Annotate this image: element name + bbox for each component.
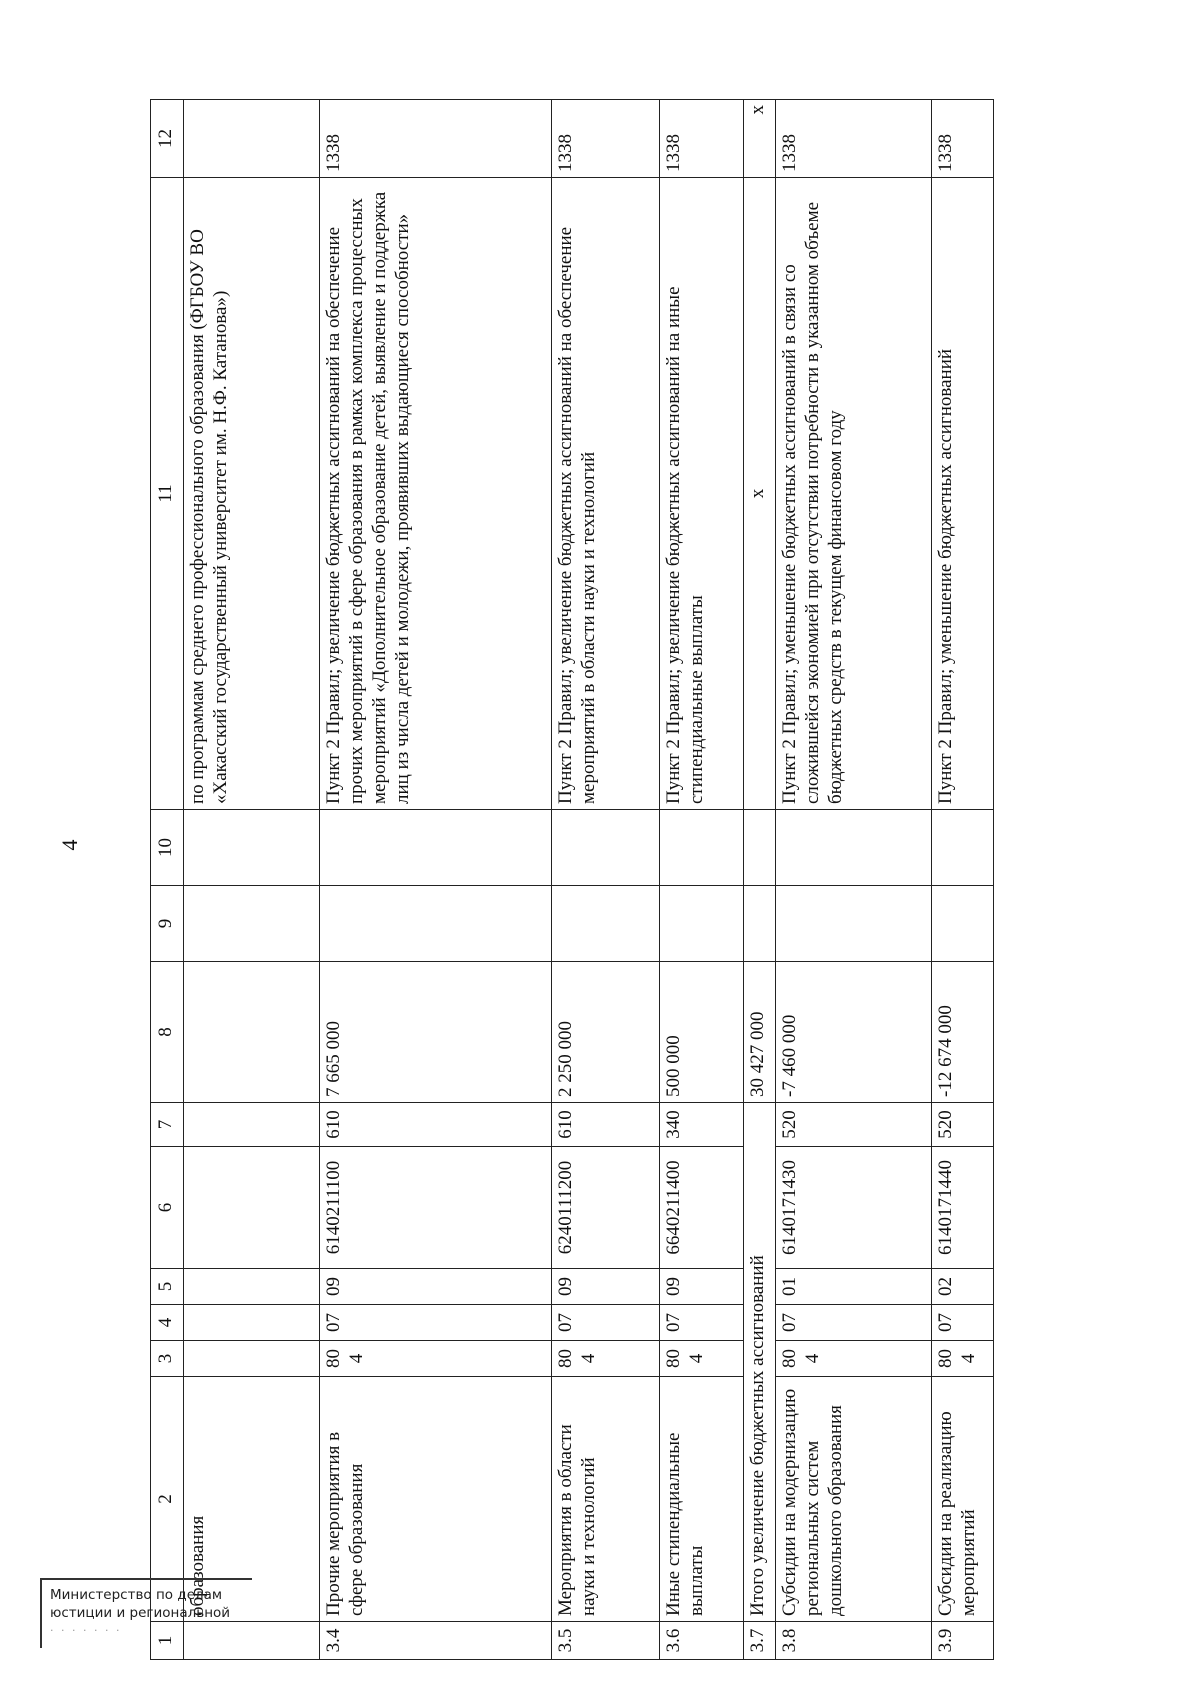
code-cell: 1338 xyxy=(932,100,994,178)
code-cell: 07 xyxy=(660,1305,744,1341)
stamp-line: Министерство по делам xyxy=(50,1587,223,1603)
stamp-line: · · · · · · · xyxy=(50,1624,122,1637)
code-cell: 09 xyxy=(660,1269,744,1305)
header-cell: 5 xyxy=(151,1269,184,1305)
code-cell: 1338 xyxy=(320,100,552,178)
code-cell: 610 xyxy=(320,1103,552,1147)
empty-cell xyxy=(660,810,744,886)
code-cell: 02 xyxy=(932,1269,994,1305)
empty-cell xyxy=(932,886,994,962)
stamp-line: юстиции и региональной xyxy=(50,1605,231,1621)
table-row-3-9 xyxy=(932,100,994,1660)
continuation-row xyxy=(184,100,320,1660)
header-cell: 2 xyxy=(151,1377,184,1622)
row-number-cell: 3.5 xyxy=(552,1622,660,1660)
total-amount-cell: 30 427 000 xyxy=(744,962,776,1103)
header-cell: 9 xyxy=(151,886,184,962)
code-cell: 804 xyxy=(552,1341,660,1377)
code-cell: 6140171430 xyxy=(776,1147,932,1269)
code-cell: 340 xyxy=(660,1103,744,1147)
code-cell: 07 xyxy=(776,1305,932,1341)
code-cell: 07 xyxy=(320,1305,552,1341)
table-row-3-6 xyxy=(660,100,744,1660)
header-cell: 11 xyxy=(151,178,184,810)
header-cell: 8 xyxy=(151,962,184,1103)
code-cell: 07 xyxy=(552,1305,660,1341)
code-cell: 520 xyxy=(932,1103,994,1147)
code-cell: 6140171440 xyxy=(932,1147,994,1269)
code-cell: 804 xyxy=(320,1341,552,1377)
code-cell: 804 xyxy=(932,1341,994,1377)
code-cell: 1338 xyxy=(776,100,932,178)
table-row-3-5 xyxy=(552,100,660,1660)
name-cell: Субсидии на реализацию мероприятий xyxy=(932,1377,994,1622)
code-cell: 6640211400 xyxy=(660,1147,744,1269)
header-cell: 6 xyxy=(151,1147,184,1269)
amount-cell: -12 674 000 xyxy=(932,962,994,1103)
row-number-cell: 3.4 xyxy=(320,1622,552,1660)
justification-cell: Пункт 2 Правил; уменьшение бюджетных ассигнований xyxy=(932,178,994,810)
justification-cell: Пункт 2 Правил; увеличение бюджетных ассигнований на обеспечение прочих мероприятий в сфере образования в рамках комплекса процессных мероприятий «Дополнительное образование детей, выявление и поддержка лиц из числа детей и молодежи, проявивших выдающиеся способности» xyxy=(320,178,552,810)
column-number-header-row xyxy=(151,100,184,1660)
rotated-table-container xyxy=(150,100,1050,1660)
row-number-cell: 3.7 xyxy=(744,1622,776,1660)
name-cell: Иные стипендиальные выплаты xyxy=(660,1377,744,1622)
justification-cell: по программам среднего профессионального образования (ФГБОУ ВО «Хакасский государственный университет им. Н.Ф. Катанова») xyxy=(184,178,320,810)
justification-cell: Пункт 2 Правил; увеличение бюджетных ассигнований на иные стипендиальные выплаты xyxy=(660,178,744,810)
header-cell: 1 xyxy=(151,1622,184,1660)
page-number: 4 xyxy=(57,839,82,851)
empty-cell xyxy=(776,810,932,886)
code-cell: 09 xyxy=(552,1269,660,1305)
code-cell: 804 xyxy=(776,1341,932,1377)
empty-cell xyxy=(552,886,660,962)
name-cell: Прочие мероприятия в сфере образования xyxy=(320,1377,552,1622)
justification-cell: Пункт 2 Правил; уменьшение бюджетных ассигнований в связи со сложившейся экономией при отсутствии потребности в указанном объеме бюджетных средств в текущем финансовом году xyxy=(776,178,932,810)
name-cell: образования xyxy=(184,1377,320,1622)
empty-cell xyxy=(320,886,552,962)
empty-cell xyxy=(776,886,932,962)
name-cell: Субсидии на модернизацию региональных систем дошкольного образования xyxy=(776,1377,932,1622)
name-cell: Мероприятия в области науки и технологий xyxy=(552,1377,660,1622)
row-number-cell: 3.6 xyxy=(660,1622,744,1660)
amount-cell: 7 665 000 xyxy=(320,962,552,1103)
empty-cell xyxy=(320,810,552,886)
code-cell: 610 xyxy=(552,1103,660,1147)
code-cell: 1338 xyxy=(552,100,660,178)
code-cell: 09 xyxy=(320,1269,552,1305)
total-label-cell: Итого увеличение бюджетных ассигнований xyxy=(744,1103,776,1622)
table-row-3-4 xyxy=(320,100,552,1660)
amount-cell: 500 000 xyxy=(660,962,744,1103)
code-cell: 1338 xyxy=(660,100,744,178)
empty-cell xyxy=(660,886,744,962)
row-number-cell: 3.9 xyxy=(932,1622,994,1660)
registration-stamp xyxy=(40,1578,252,1648)
justification-cell: x xyxy=(744,178,776,810)
code-cell: 804 xyxy=(660,1341,744,1377)
table-row-3-8 xyxy=(776,100,932,1660)
budget-allocation-table xyxy=(150,99,994,1660)
amount-cell: -7 460 000 xyxy=(776,962,932,1103)
header-cell: 10 xyxy=(151,810,184,886)
code-cell: 01 xyxy=(776,1269,932,1305)
header-cell: 3 xyxy=(151,1341,184,1377)
code-cell: 520 xyxy=(776,1103,932,1147)
row-number-cell: 3.8 xyxy=(776,1622,932,1660)
header-cell: 12 xyxy=(151,100,184,178)
header-cell: 7 xyxy=(151,1103,184,1147)
code-cell: 6140211100 xyxy=(320,1147,552,1269)
empty-cell xyxy=(932,810,994,886)
amount-cell: 2 250 000 xyxy=(552,962,660,1103)
justification-cell: Пункт 2 Правил; увеличение бюджетных ассигнований на обеспечение мероприятий в области науки и технологий xyxy=(552,178,660,810)
total-row-3-7 xyxy=(744,100,776,1660)
empty-cell xyxy=(552,810,660,886)
code-cell: 07 xyxy=(932,1305,994,1341)
header-cell: 4 xyxy=(151,1305,184,1341)
code-cell: x xyxy=(744,100,776,178)
code-cell: 6240111200 xyxy=(552,1147,660,1269)
